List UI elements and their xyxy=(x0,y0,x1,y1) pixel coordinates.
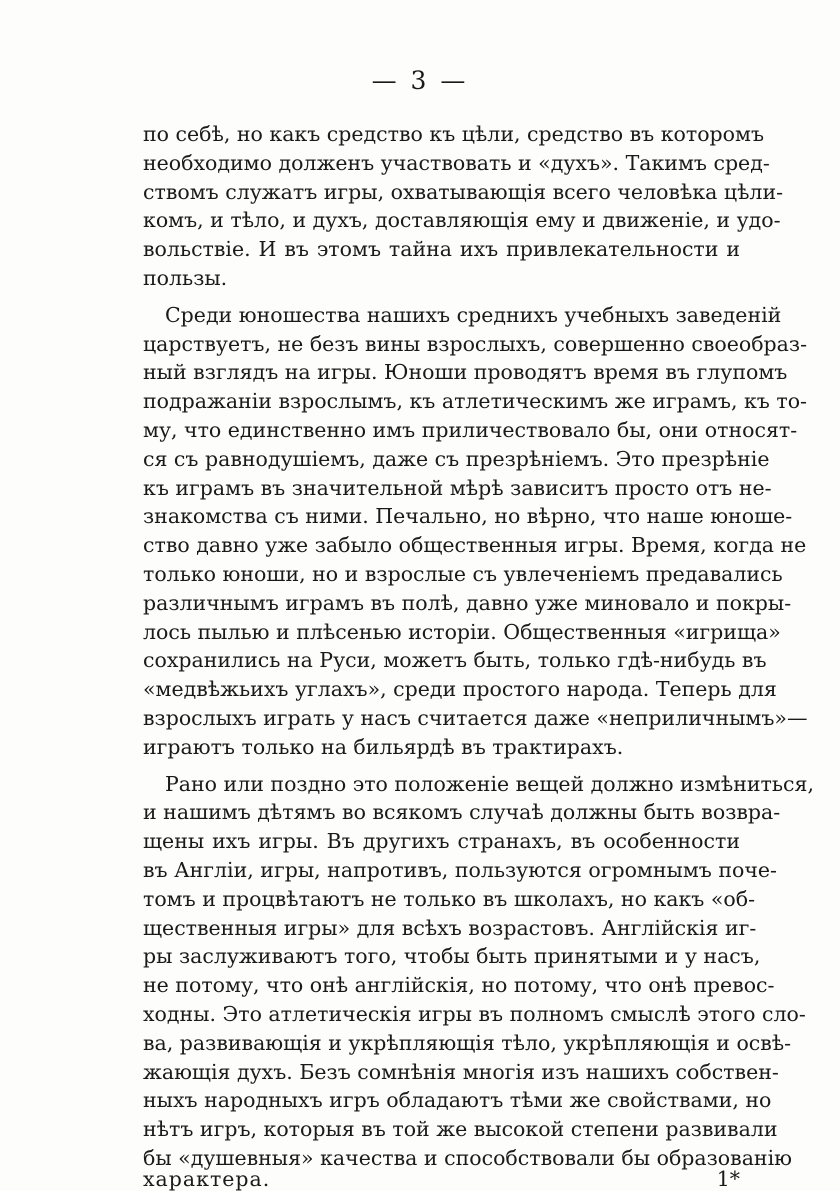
cutoff-word: характера. xyxy=(143,1167,271,1191)
signature-mark: 1* xyxy=(716,1167,740,1191)
cutoff-line xyxy=(143,1163,740,1191)
body-text xyxy=(143,120,814,1173)
text-line: ныхъ народныхъ игръ обладаютъ тѣми же свойствами, но xyxy=(143,1088,772,1113)
text-line: щественныя игры» для всѣхъ возрастовъ. Англійскія иг- xyxy=(143,915,757,940)
text-line: взрослыхъ играть у насъ считается даже «неприличнымъ»— xyxy=(143,705,808,730)
page-number: — 3 — xyxy=(371,66,469,95)
text-line: бы «душевныя» качества и способствовали бы образованію xyxy=(143,1145,792,1170)
text-line: нѣтъ игръ, которыя въ той же высокой степени развивали xyxy=(143,1117,778,1142)
text-line: ва, развивающія и укрѣпляющія тѣло, укрѣпляющія и освѣ- xyxy=(143,1030,792,1055)
text-line: ся съ равнодушіемъ, даже съ презрѣніемъ. Это презрѣніе xyxy=(143,446,770,471)
text-line: знакомства съ ними. Печально, но вѣрно, что наше юноше- xyxy=(143,504,793,529)
text-line: царствуетъ, не безъ вины взрослыхъ, совершенно своеобраз- xyxy=(143,331,807,356)
text-line: и нашимъ дѣтямъ во всякомъ случаѣ должны быть возвра- xyxy=(143,800,781,825)
text-line: не потому, что онѣ англійскія, но потому, что онѣ превос- xyxy=(143,973,775,998)
text-line: томъ и процвѣтаютъ не только въ школахъ, но какъ «об- xyxy=(143,886,756,911)
text-line: играютъ только на бильярдѣ въ трактирахъ. xyxy=(143,734,624,759)
text-line: му, что единственно имъ приличествовало бы, они относят- xyxy=(143,417,798,442)
text-line: ры заслуживаютъ того, чтобы быть принятыми и у насъ, xyxy=(143,944,761,969)
text-line: вольствіе. И въ этомъ тайна ихъ привлекательности и xyxy=(143,237,740,262)
text-line: по себѣ, но какъ средство къ цѣли, средство въ которомъ xyxy=(143,122,764,146)
text-line: «медвѣжьихъ углахъ», среди простого народа. Теперь для xyxy=(143,677,777,702)
text-line: сохранились на Руси, можетъ быть, только гдѣ-нибудь въ xyxy=(143,648,767,673)
text-line: къ играмъ въ значительной мѣрѣ зависитъ просто отъ не- xyxy=(143,475,772,500)
text-line: ствомъ служатъ игры, охватывающія всего человѣка цѣли- xyxy=(143,179,784,204)
text-line: необходимо долженъ участвовать и «духъ». Такимъ сред- xyxy=(143,150,770,175)
text-line: ный взглядъ на игры. Юноши проводятъ время въ глупомъ xyxy=(143,360,788,385)
text-line: комъ, и тѣло, и духъ, доставляющія ему и движеніе, и удо- xyxy=(143,208,781,233)
text-line: Среди юношества нашихъ среднихъ учебныхъ заведеній xyxy=(165,302,782,327)
paragraph-gap xyxy=(143,762,740,770)
text-line: въ Англіи, игры, напротивъ, пользуются огромнымъ поче- xyxy=(143,857,777,882)
text-line: различнымъ играмъ въ полѣ, давно уже миновало и покры- xyxy=(143,590,792,615)
text-line: ство давно уже забыло общественныя игры. Время, когда не xyxy=(143,533,807,558)
text-line: щены ихъ игры. Въ другихъ странахъ, въ особенности xyxy=(143,829,740,854)
text-line: пользы. xyxy=(143,265,228,290)
text-line: Рано или поздно это положеніе вещей должно измѣниться, xyxy=(165,771,814,796)
paragraph-gap xyxy=(143,293,740,301)
text-line: подражаніи взрослымъ, къ атлетическимъ же играмъ, къ то- xyxy=(143,389,807,414)
text-line: лось пылью и плѣсенью исторіи. Общественныя «игрища» xyxy=(143,619,781,644)
text-line: только юноши, но и взрослые съ увлеченіемъ предавались xyxy=(143,561,783,586)
text-line: жающія духъ. Безъ сомнѣнія многія изъ нашихъ собствен- xyxy=(143,1059,779,1084)
text-line: ходны. Это атлетическія игры въ полномъ смыслѣ этого сло- xyxy=(143,1001,806,1026)
